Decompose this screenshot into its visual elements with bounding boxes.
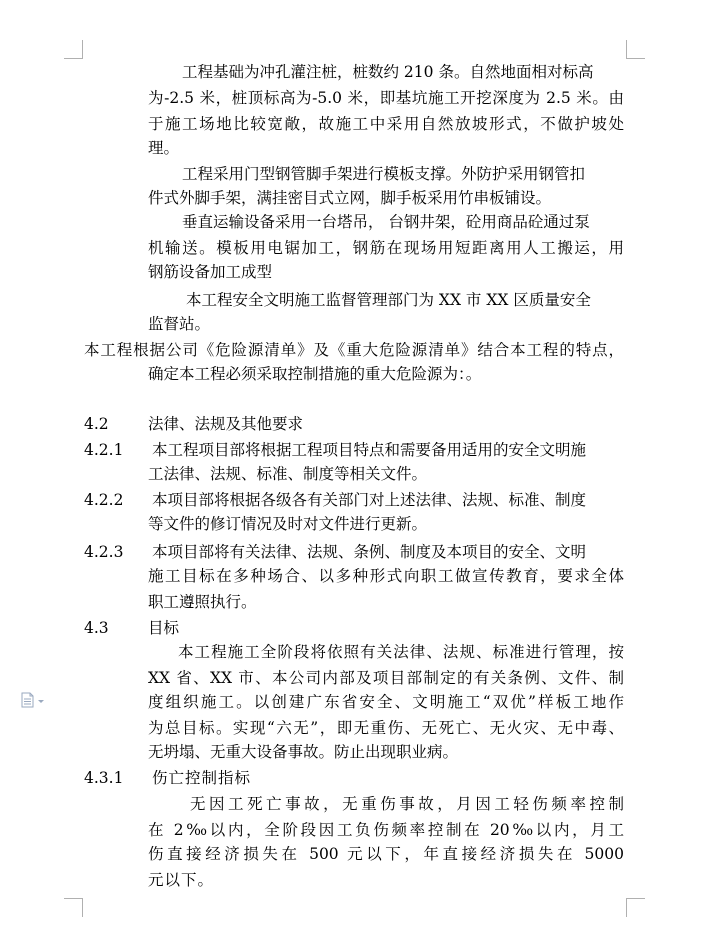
section-number: 4.3.1 [84, 769, 124, 787]
section-heading: 目标 [148, 619, 180, 637]
paragraph-line: 本项目部将有关法律、法规、条例、制度及本项目的安全、文明 [152, 543, 587, 561]
paragraph-line: 垂直运输设备采用一台塔吊， 台钢井架，砼用商品砼通过泵 [182, 213, 590, 231]
paragraph-line: 为-2.5 米，桩顶标高为-5.0 米，即基坑施工开挖深度为 2.5 米。由 [148, 89, 624, 107]
paragraph-line: 为总目标。实现“六无”，即无重伤、无死亡、无火灾、无中毒、 [148, 719, 624, 737]
paragraph-line: 本工程项目部将根据工程项目特点和需要备用适用的安全文明施 [152, 441, 587, 459]
paragraph-line: 伤直接经济损失在 500 元以下，年直接经济损失在 5000 [148, 845, 624, 863]
section-number: 4.2 [84, 415, 109, 433]
paragraph-line: 机输送。模板用电锯加工，钢筋在现场用短距离用人工搬运，用 [148, 239, 624, 257]
section-number: 4.2.3 [84, 543, 124, 561]
paragraph-line: 本项目部将根据各级各有关部门对上述法律、法规、标准、制度 [152, 491, 587, 509]
paragraph-line: 施工目标在多种场合、以多种形式向职工做宣传教育，要求全体 [148, 567, 624, 585]
paragraph-line: 于施工场地比较宽敞，故施工中采用自然放坡形式，不做护坡处 [148, 115, 624, 133]
paragraph-line: 等文件的修订情况及时对文件进行更新。 [148, 515, 428, 533]
document-icon[interactable] [20, 692, 48, 708]
paragraph-line: 无坍塌、无重大设备事故。防止出现职业病。 [148, 743, 459, 761]
paragraph-line: 职工遵照执行。 [148, 593, 257, 611]
section-number: 4.3 [84, 619, 109, 637]
paragraph-line: 元以下。 [148, 871, 215, 889]
section-heading: 法律、法规及其他要求 [148, 415, 304, 433]
margin-corner-top-right [626, 40, 645, 59]
paragraph-line: 件式外脚手架，满挂密目式立网，脚手板采用竹串板铺设。 [148, 189, 552, 207]
paragraph-line: 本工程根据公司《危险源清单》及《重大危险源清单》结合本工程的特点， [84, 341, 624, 359]
section-number: 4.2.1 [84, 441, 124, 459]
margin-corner-top-left [64, 40, 83, 59]
section-number: 4.2.2 [84, 491, 124, 509]
paragraph-line: 理。 [148, 139, 180, 157]
paragraph-line: 工程基础为冲孔灌注桩，桩数约 210 条。自然地面相对标高 [182, 63, 594, 81]
paragraph-line: 在 2‰以内，全阶段因工负伤频率控制在 20‰以内，月工 [148, 821, 624, 839]
paragraph-line: 度组织施工。以创建广东省安全、文明施工“双优”样板工地作 [148, 693, 624, 711]
paragraph-line: XX 省、XX 市、本公司内部及项目部制定的有关条例、文件、制 [148, 669, 624, 687]
section-heading: 伤亡控制指标 [152, 769, 252, 787]
margin-corner-bottom-left [64, 898, 83, 917]
paragraph-line: 工法律、法规、标准、制度等相关文件。 [148, 465, 428, 483]
paragraph-line: 钢筋设备加工成型 [148, 263, 273, 281]
paragraph-line: 监督站。 [148, 315, 211, 333]
paragraph-line: 确定本工程必须采取控制措施的重大危险源为：。 [148, 365, 482, 383]
paragraph-line: 本工程施工全阶段将依照有关法律、法规、标准进行管理，按 [178, 643, 624, 661]
paragraph-line: 本工程安全文明施工监督管理部门为 XX 市 XX 区质量安全 [186, 291, 591, 309]
paragraph-line: 工程采用门型钢管脚手架进行模板支撑。外防护采用钢管扣 [182, 165, 586, 183]
margin-corner-bottom-right [626, 898, 645, 917]
paragraph-line: 无因工死亡事故，无重伤事故，月因工轻伤频率控制 [190, 795, 624, 813]
